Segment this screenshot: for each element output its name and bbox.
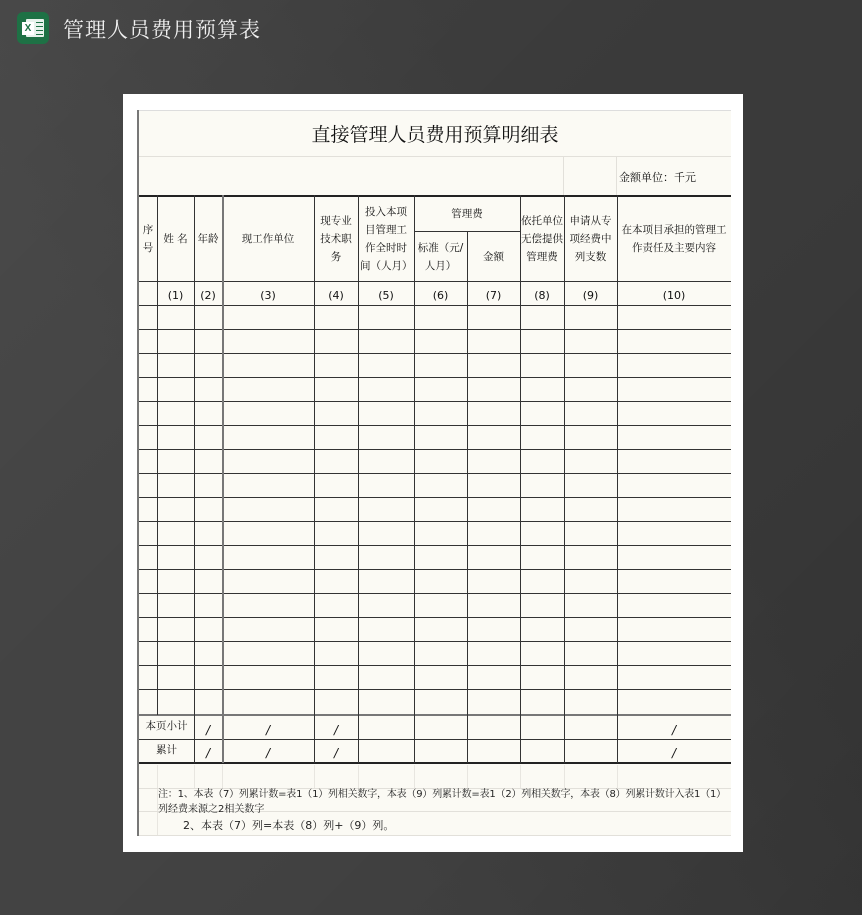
index-2: (2)	[200, 289, 216, 302]
spreadsheet	[137, 110, 731, 836]
header-free-fee: 依托单位无偿提供管理费	[521, 215, 563, 263]
unit-row	[139, 157, 731, 195]
header-invested-time: 投入本项目管理工作全时时间（人月）	[360, 206, 413, 272]
header-name: 姓 名	[163, 233, 188, 245]
subtotal-label: 本页小计	[145, 720, 188, 732]
index-8: (8)	[534, 289, 550, 302]
cumulative-age: /	[205, 746, 211, 760]
index-6: (6)	[432, 289, 449, 302]
header-seq: 序号	[142, 224, 154, 254]
subtotal-work-unit: /	[265, 723, 271, 737]
unit-label: 金额单位：千元	[619, 171, 696, 184]
sheet-title: 直接管理人员费用预算明细表	[139, 110, 731, 157]
header-standard: 标准（元/人月）	[417, 241, 464, 272]
note-2: 2、本表（7）列=本表（8）列+（9）列。	[183, 819, 395, 832]
header-age: 年龄	[197, 233, 219, 245]
index-4: (4)	[328, 289, 344, 302]
subtotal-responsibility: /	[671, 723, 677, 737]
header-tech-title: 现专业技术职务	[320, 215, 352, 263]
excel-icon: X	[17, 12, 49, 44]
index-1: (1)	[167, 289, 184, 302]
index-10: (10)	[662, 289, 686, 302]
note-1-continued: 列经费来源之2相关数字	[158, 804, 265, 815]
cumulative-tech-title: /	[333, 746, 339, 760]
cumulative-label: 累计	[156, 744, 177, 756]
header-management-fee: 管理费	[451, 208, 483, 220]
header-responsibility: 在本项目承担的管理工作责任及主要内容	[621, 224, 727, 254]
index-5: (5)	[378, 289, 394, 302]
header-special-fund: 申请从专项经费中列支数	[569, 215, 612, 263]
notes-area	[139, 765, 731, 836]
index-3: (3)	[260, 289, 276, 302]
index-7: (7)	[485, 289, 502, 302]
app-title: 管理人员费用预算表	[63, 18, 261, 42]
cumulative-responsibility: /	[671, 746, 677, 760]
cumulative-work-unit: /	[265, 746, 271, 760]
header-amount: 金额	[483, 250, 504, 263]
index-9: (9)	[582, 289, 599, 302]
subtotal-age: /	[205, 723, 211, 737]
header-work-unit: 现工作单位	[241, 233, 295, 245]
app-header	[0, 0, 862, 58]
document-page	[123, 94, 743, 852]
note-1: 注：1、本表（7）列累计数=表1（1）列相关数字，本表（9）列累计数=表1（2）列相关数字，本表（8）列累计数计入表1（1）	[158, 789, 726, 800]
subtotal-tech-title: /	[333, 723, 339, 737]
budget-table	[139, 195, 731, 788]
